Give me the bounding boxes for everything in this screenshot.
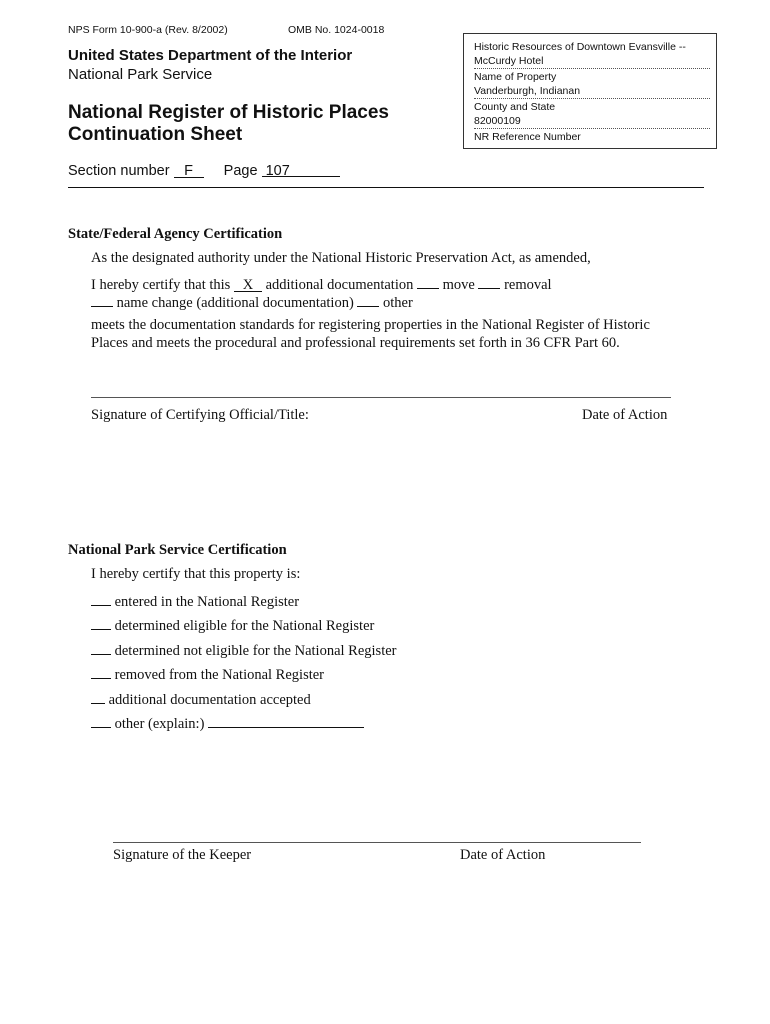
certify-prefix: I hereby certify that this — [91, 277, 231, 293]
keeper-date-label: Date of Action — [460, 847, 546, 863]
other-checkbox[interactable] — [357, 292, 379, 307]
nps-option-other — [91, 713, 364, 733]
nps-option-checkbox[interactable] — [91, 591, 111, 606]
certifying-date-label: Date of Action — [582, 407, 668, 423]
nps-cert-intro: I hereby certify that this property is: — [91, 566, 301, 582]
reference-label: NR Reference Number — [474, 131, 581, 143]
nps-option-checkbox[interactable] — [91, 664, 111, 679]
county-state-label: County and State — [474, 101, 556, 113]
reference-value: 82000109 — [474, 114, 710, 129]
nps-option-label: additional documentation accepted — [108, 692, 311, 708]
omb-number: OMB No. 1024-0018 — [288, 24, 385, 36]
section-value: F — [174, 163, 204, 178]
certify-options-line — [91, 274, 552, 294]
name-change-checkbox[interactable] — [91, 292, 113, 307]
bureau-name: National Park Service — [68, 66, 213, 83]
other-explain-field[interactable] — [208, 713, 364, 728]
removal-label: removal — [504, 277, 552, 293]
state-cert-intro: As the designated authority under the National Historic Preservation Act, as amended, — [91, 250, 591, 266]
additional-documentation-checkbox[interactable]: X — [234, 277, 262, 292]
nps-option-entered — [91, 591, 299, 611]
nps-option-additional — [91, 689, 311, 709]
certify-options-line-2 — [91, 292, 413, 312]
section-page-line — [68, 163, 340, 179]
page-label: Page — [223, 163, 258, 179]
section-label: Section number — [68, 163, 170, 179]
page-value: 107 — [262, 163, 340, 177]
nps-option-checkbox[interactable] — [91, 689, 105, 704]
other-label: other — [383, 295, 413, 311]
nps-option-checkbox[interactable] — [91, 615, 111, 630]
page-title: National Register of Historic Places — [68, 102, 389, 123]
move-label: move — [442, 277, 475, 293]
nps-option-eligible — [91, 615, 374, 635]
nps-option-not-eligible — [91, 640, 396, 660]
nps-option-label: removed from the National Register — [114, 667, 325, 683]
move-checkbox[interactable] — [417, 274, 439, 289]
nps-option-label: determined not eligible for the National Register — [114, 643, 397, 659]
state-cert-heading: State/Federal Agency Certification — [68, 226, 283, 242]
form-number: NPS Form 10-900-a (Rev. 8/2002) — [68, 24, 228, 36]
agency-name: United States Department of the Interior — [68, 47, 353, 64]
nps-option-checkbox[interactable] — [91, 640, 111, 655]
section-divider — [68, 187, 704, 188]
additional-documentation-label: additional documentation — [265, 277, 414, 293]
standards-line-1: meets the documentation standards for registering properties in the National Register of Historic — [91, 317, 650, 333]
property-name-value-2: McCurdy Hotel — [474, 54, 710, 69]
nps-option-removed — [91, 664, 324, 684]
page-subtitle: Continuation Sheet — [68, 124, 243, 145]
certifying-signature-line[interactable] — [91, 397, 671, 398]
property-name-value: Historic Resources of Downtown Evansville -- — [474, 41, 686, 53]
standards-line-2: Places and meets the procedural and professional requirements set forth in 36 CFR Part 60. — [91, 335, 620, 351]
county-state-value: Vanderburgh, Indianan — [474, 84, 710, 99]
removal-checkbox[interactable] — [478, 274, 500, 289]
name-change-label: name change (additional documentation) — [116, 295, 354, 311]
property-name-label: Name of Property — [474, 71, 557, 83]
nps-option-label: determined eligible for the National Register — [114, 618, 375, 634]
keeper-signature-line[interactable] — [113, 842, 641, 843]
keeper-signature-label: Signature of the Keeper — [113, 847, 252, 863]
nps-cert-heading: National Park Service Certification — [68, 542, 287, 558]
property-info-box — [463, 33, 717, 149]
certifying-signature-label: Signature of Certifying Official/Title: — [91, 407, 309, 423]
nps-option-label: entered in the National Register — [114, 594, 300, 610]
nps-option-checkbox[interactable] — [91, 713, 111, 728]
nps-option-label: other (explain:) — [114, 716, 205, 732]
